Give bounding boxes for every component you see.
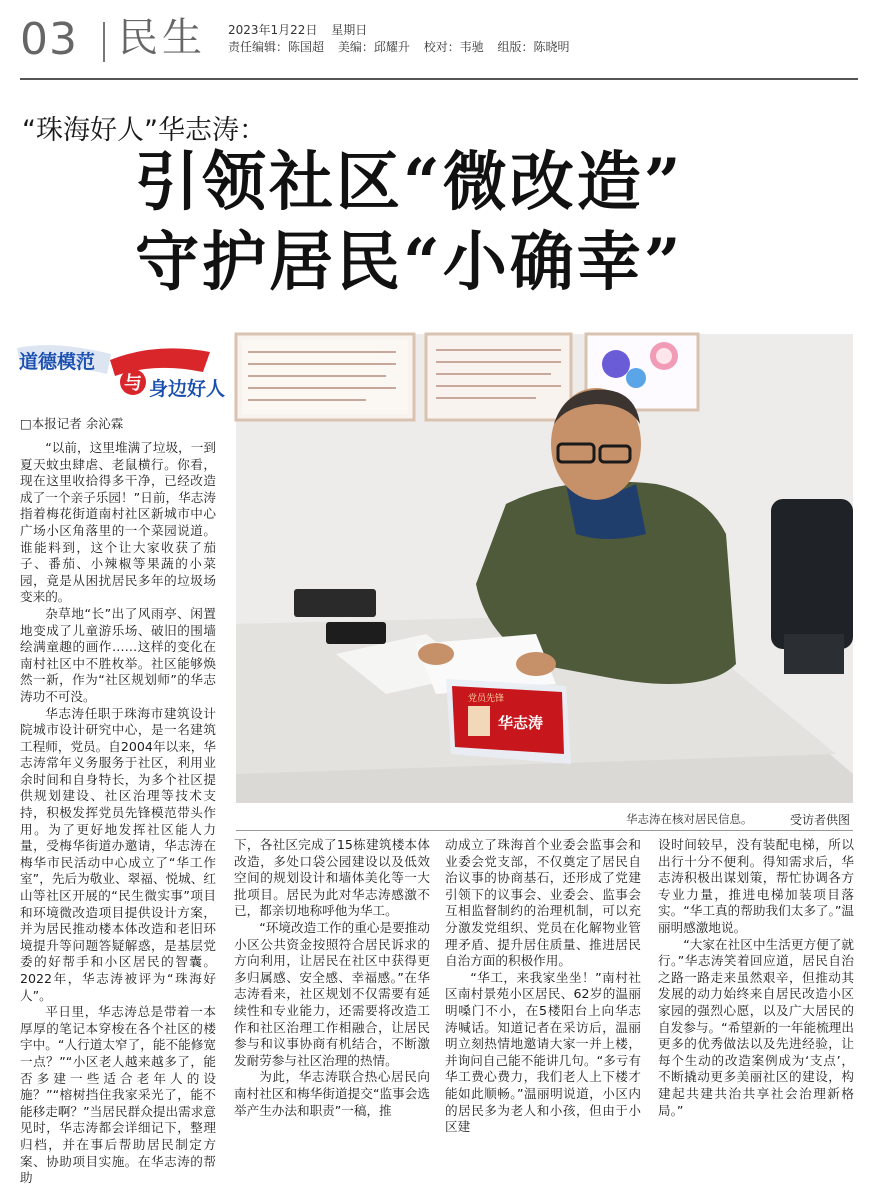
caption-rule — [236, 830, 853, 831]
article-kicker: “珠海好人”华志涛： — [22, 115, 266, 146]
paragraph: 下，各社区完成了15栋建筑楼本体改造，多处口袋公园建设以及低效空间的规划设计和墙体美化等一大批项目。居民为此对华志涛感激不已，都亲切地称呼他为华工。 — [234, 837, 430, 919]
badge-mid-text: 与 — [124, 373, 142, 394]
credit-editor: 责任编辑：陈国超 — [228, 40, 325, 54]
article-photo — [236, 334, 853, 803]
paragraph: 华志涛任职于珠海市建筑设计院城市设计研究中心，是一名建筑工程师，党员。自2004年以来，华志涛常年义务服务于社区，利用业余时间和自身特长，为多个社区提供规划建设、社区治理等技术支持，积极发挥党员先锋模范带头作用。为了更好地发挥社区能人力量，受梅华街道办邀请，华志涛在梅华市民活动中心成立了“华工作室”，先后为敬业、翠福、悦城、红山等社区开展的“民生微实事”项目和环境微改造项目提供设计方案，并为居民推动楼本体改造和老旧环境提升等问题答疑解惑，是基层党委的好帮手和小区居民的智囊。2022年，华志涛被评为“珠海好人”。 — [20, 705, 216, 1003]
badge-graphic — [15, 340, 226, 408]
paragraph: 设时间较早，没有装配电梯，所以出行十分不便利。得知需求后，华志涛积极出谋划策，帮忙协调各方专业力量，推进电梯加装项目落实。“华工真的帮助我们太多了。”温丽明感激地说。 — [658, 837, 854, 935]
text-column-1 — [20, 440, 216, 1186]
text-column-3 — [445, 837, 641, 1135]
byline: □本报记者 余沁霖 — [20, 416, 124, 431]
text-column-4 — [658, 837, 854, 1118]
page-number: 03 — [20, 14, 78, 65]
issue-weekday: 星期日 — [331, 23, 368, 37]
paragraph: 为此，华志涛联合热心居民向南村社区和梅华街道提交“监事会选举产生办法和职责”一稿，推 — [234, 1069, 430, 1118]
photo-illustration — [236, 334, 853, 803]
masthead-credits — [228, 38, 580, 55]
paragraph: 杂草地“长”出了风雨亭、闲置地变成了儿童游乐场、破旧的围墙绘满童趣的画作……这样的变化在南村社区中不胜枚举。社区能够焕然一新，作为“社区规划师”的华志涛功不可没。 — [20, 605, 216, 704]
masthead — [0, 0, 878, 80]
paragraph: “大家在社区中生活更方便了就行。”华志涛笑着回应道，居民自治之路一路走来虽然艰辛，但推动其发展的动力始终来自居民改造小区家园的强烈心愿，以及广大居民的自发参与。“希望新的一年能梳理出更多的优秀做法以及先进经验，让每个生动的改造案例成为‘支点’，不断撬动更多美丽社区的建设，构建起共建共治共享社会治理新格局。” — [658, 936, 854, 1118]
text-column-2 — [234, 837, 430, 1118]
badge-right-text: 身边好人 — [149, 378, 226, 400]
credit-art: 美编：邱耀升 — [337, 40, 410, 54]
credit-proof: 校对：韦驰 — [423, 40, 484, 54]
photo-caption: 华志涛在核对居民信息。 — [626, 812, 753, 826]
column-badge — [15, 340, 226, 408]
paragraph: “以前，这里堆满了垃圾，一到夏天蚊虫肆虐、老鼠横行。你看，现在这里收拾得多干净，已经改造成了一个亲子乐园！”日前，华志涛指着梅花街道南村社区新城市中心广场小区角落里的一个菜园说道。谁能料到，这个让大家收获了茄子、番茄、小辣椒等果蔬的小菜园，竟是从困扰居民多年的垃圾场变来的。 — [20, 440, 216, 605]
headline-line-1: 引领社区“微改造” — [135, 145, 684, 220]
headline-line-2: 守护居民“小确幸” — [135, 225, 684, 300]
section-name: 民生 — [118, 15, 206, 61]
paragraph: “华工，来我家坐坐！”南村社区南村景苑小区居民、62岁的温丽明嗓门不小，在5楼阳台上向华志涛喊话。知道记者在采访后，温丽明立刻热情地邀请大家一并上楼，并询问自己能不能讲几句。“多亏有华工费心费力，我们老人上下楼才能如此顺畅。”温丽明说道，小区内的居民多为老人和小孩，但由于小区建 — [445, 969, 641, 1135]
article-headline — [135, 143, 684, 303]
badge-left-text: 道德模范 — [19, 351, 96, 373]
nameplate-name: 华志涛 — [498, 714, 544, 732]
issue-date: 2023年1月22日 — [228, 23, 318, 37]
masthead-rule — [20, 78, 858, 80]
credit-layout: 组版：陈晓明 — [497, 40, 570, 54]
masthead-date-line — [228, 21, 377, 38]
masthead-divider — [103, 22, 105, 62]
paragraph: “环境改造工作的重心是要推动小区公共资金按照符合居民诉求的方向利用，让居民在社区中获得更多归属感、安全感、幸福感。”在华志涛看来，社区规划不仅需要有延续性和专业能力，还需要将改造工作和社区治理工作相融合，让居民参与和议事协商有机结合，不断激发耐劳参与社区治理的热情。 — [234, 919, 430, 1068]
photo-credit: 受访者供图 — [790, 813, 851, 827]
paragraph: 平日里，华志涛总是带着一本厚厚的笔记本穿梭在各个社区的楼宇中。“人行道太窄了，能不能修宽一点？”“小区老人越来越多了，能否多建一些适合老年人的设施？”“榕树挡住我家采光了，能不能移走啊？”当居民群众提出需求意见时，华志涛都会详细记下，整理归档，并在事后帮助居民制定方案、协助项目实施。在华志涛的帮助 — [20, 1004, 216, 1186]
paragraph: 动成立了珠海首个业委会监事会和业委会党支部，不仅奠定了居民自治议事的协商基石，还形成了党建引领下的议事会、业委会、监事会互相监督制约的治理机制，可以充分激发党组织、党员在化解物业管理矛盾、提升居住质量、推进居民自治方面的积极作用。 — [445, 837, 641, 969]
nameplate-title: 党员先锋 — [468, 694, 505, 704]
